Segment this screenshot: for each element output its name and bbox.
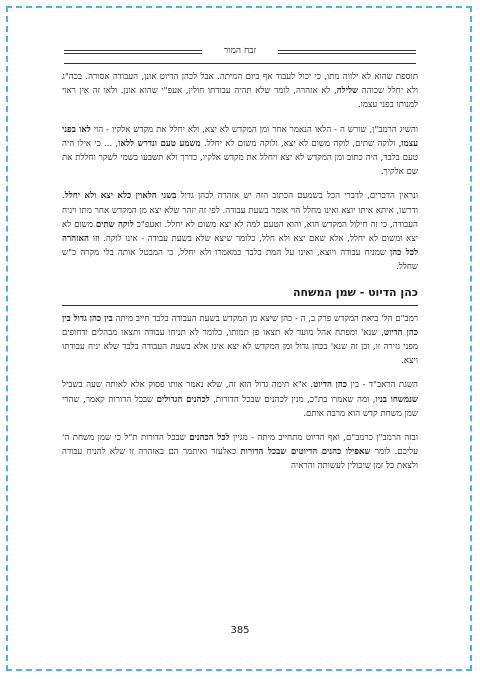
text-run: כאלעזר ואיתמר הם באזהרה זו שלא להניח עבודה ולצאת כל זמן שיכולין לעשותה והראיה [62, 447, 418, 472]
bold-run: שלילה [336, 86, 359, 97]
text-run: שמניח עבודה ויוצא, ואינו על המת בלבד כמאמרו ולא יחלל, כי המבטל אותה בלי מקרה כ"ש שחלל. [62, 248, 418, 273]
text-run: . ודרשו, איתא איתו יוצא ואינו מחלל הוי אומר בשעת עבודה. לפי זה יזהר שלא יצא מן המקדש אחר מתו ויניח העבודה, כי זה חילול המקדש הוא, והוא הטעם למה לא יצא משום לא יחלל. ואעפ"כ [62, 191, 418, 230]
bold-run: לכל הכהנים [189, 433, 230, 444]
bold-run: לאו בפני עצמו [62, 124, 419, 149]
header-underline [64, 63, 416, 64]
text-run: . א"א תימה גדול הוא זה, שלא נאמר אותו פסוק אלא לאותה שעה בשביל [62, 380, 314, 391]
page-number: 385 [230, 625, 250, 636]
bold-run: כהן הדיוט [313, 380, 347, 391]
text-run: משום לא יצא ומשום לא יחלל, אלא שאם יצא ולא חלל, כלומר שיצא שלא בשעת עבודה - אינו לוקה. [62, 219, 418, 245]
bold-run: בין כהן גדול בין כהן הדיוט [62, 313, 418, 338]
bold-run: שאפילו כהנים הדיוטים שבכל הדורות [240, 447, 371, 458]
bold-run: לוקה שתים [95, 219, 134, 230]
paragraph [62, 312, 418, 369]
page-body [62, 70, 418, 484]
text-run: , שנא' ומפתח אהל מועד לא תצאו פן תמותו, כלומר לא תניחו עבודה ותצאו מבהלים ודחופים מפני גזירה זו, וכן זה שנא' בכהן גדול ומן המקדש לא יצא אינו אלא בשעת העבודה בלבד שלא יניח עבודתו ויצא. [62, 327, 418, 367]
text-run: , ולוקה שתים, לוקה משום לא יצא, ולוקה משום לא יחלל. [200, 138, 402, 149]
text-run: , ומה שאמרו בת"כ, מנין לכהנים שבכל הדורות, [209, 394, 376, 405]
bold-run: שנמשחו בניו [375, 394, 418, 405]
bold-run: בשני הלאוין כלא יצא ולא יחלל [64, 191, 177, 202]
header-title: זבח המור [218, 46, 262, 56]
paragraph [62, 378, 418, 421]
running-header [64, 44, 416, 58]
text-run: השגת הראב"ד - בין [346, 380, 419, 391]
paragraph [62, 70, 418, 113]
text-run: תוספת שהוא לא ילווה מתו, כי יכול לעבוד אף ביום המיתה. אבל לכהן הדיוט אונן, העבודה אסורה. בכה"ג ולא יחלל שכוהה [62, 72, 418, 97]
text-run: רמב"ם הל' ביאת המקדש פרק ב, ה - כהן שיצא מן המקדש בשעת העבודה בלבד חייב מיתה [112, 313, 419, 324]
text-run: ובזה הרמב"ן כרמב"ם, ואף הדיוט מתחייב מיתה - מגיין [229, 433, 418, 444]
paragraph [62, 123, 418, 180]
bold-run: לכהנים הגדולים [156, 394, 210, 405]
paragraph [62, 431, 418, 474]
text-run: ונראין הדברים, לדברי הכל בשמעם הכתוב הזה יש אזהרה לכהן גדול [176, 191, 418, 202]
bold-run: משמע טעם ונדרש ללאו [118, 138, 201, 149]
text-run: והשיג הרמב"ן, שורש ה - הלאו הנאמר אחר ומן המקדש לא יצא, ולא יחלל את מקדש אלקיו - הוי [90, 124, 418, 135]
text-run: שבכל הדורות ת"ל כי שמן משחת ה' עליכם. לומר [62, 433, 418, 458]
text-run: שבכל הדורות קאמר, שהרי שמן משחת קדש הוא מרבה אותם. [62, 394, 418, 419]
bold-run: וזו האזהרה לכל כהן [62, 234, 418, 259]
paragraph [62, 189, 418, 274]
text-run: , ... כי אילו היה טעם בלבד, היה כתוב ומן המקדש לא יצא ויחלל את מקדש אלקיו, כדרך ולא תשבעו בשמי לשקר וחללת את שם אלקיך. [62, 138, 418, 178]
text-run: , לא אזהרה, לומר שלא תהיה עבודתו חולין, אעפ"י שהוא אונן. ולאו זה אין ראוי למנותו בפני עצמו. [62, 86, 418, 111]
section-title: כהן הדיוט - שמן המשחה [62, 285, 418, 306]
